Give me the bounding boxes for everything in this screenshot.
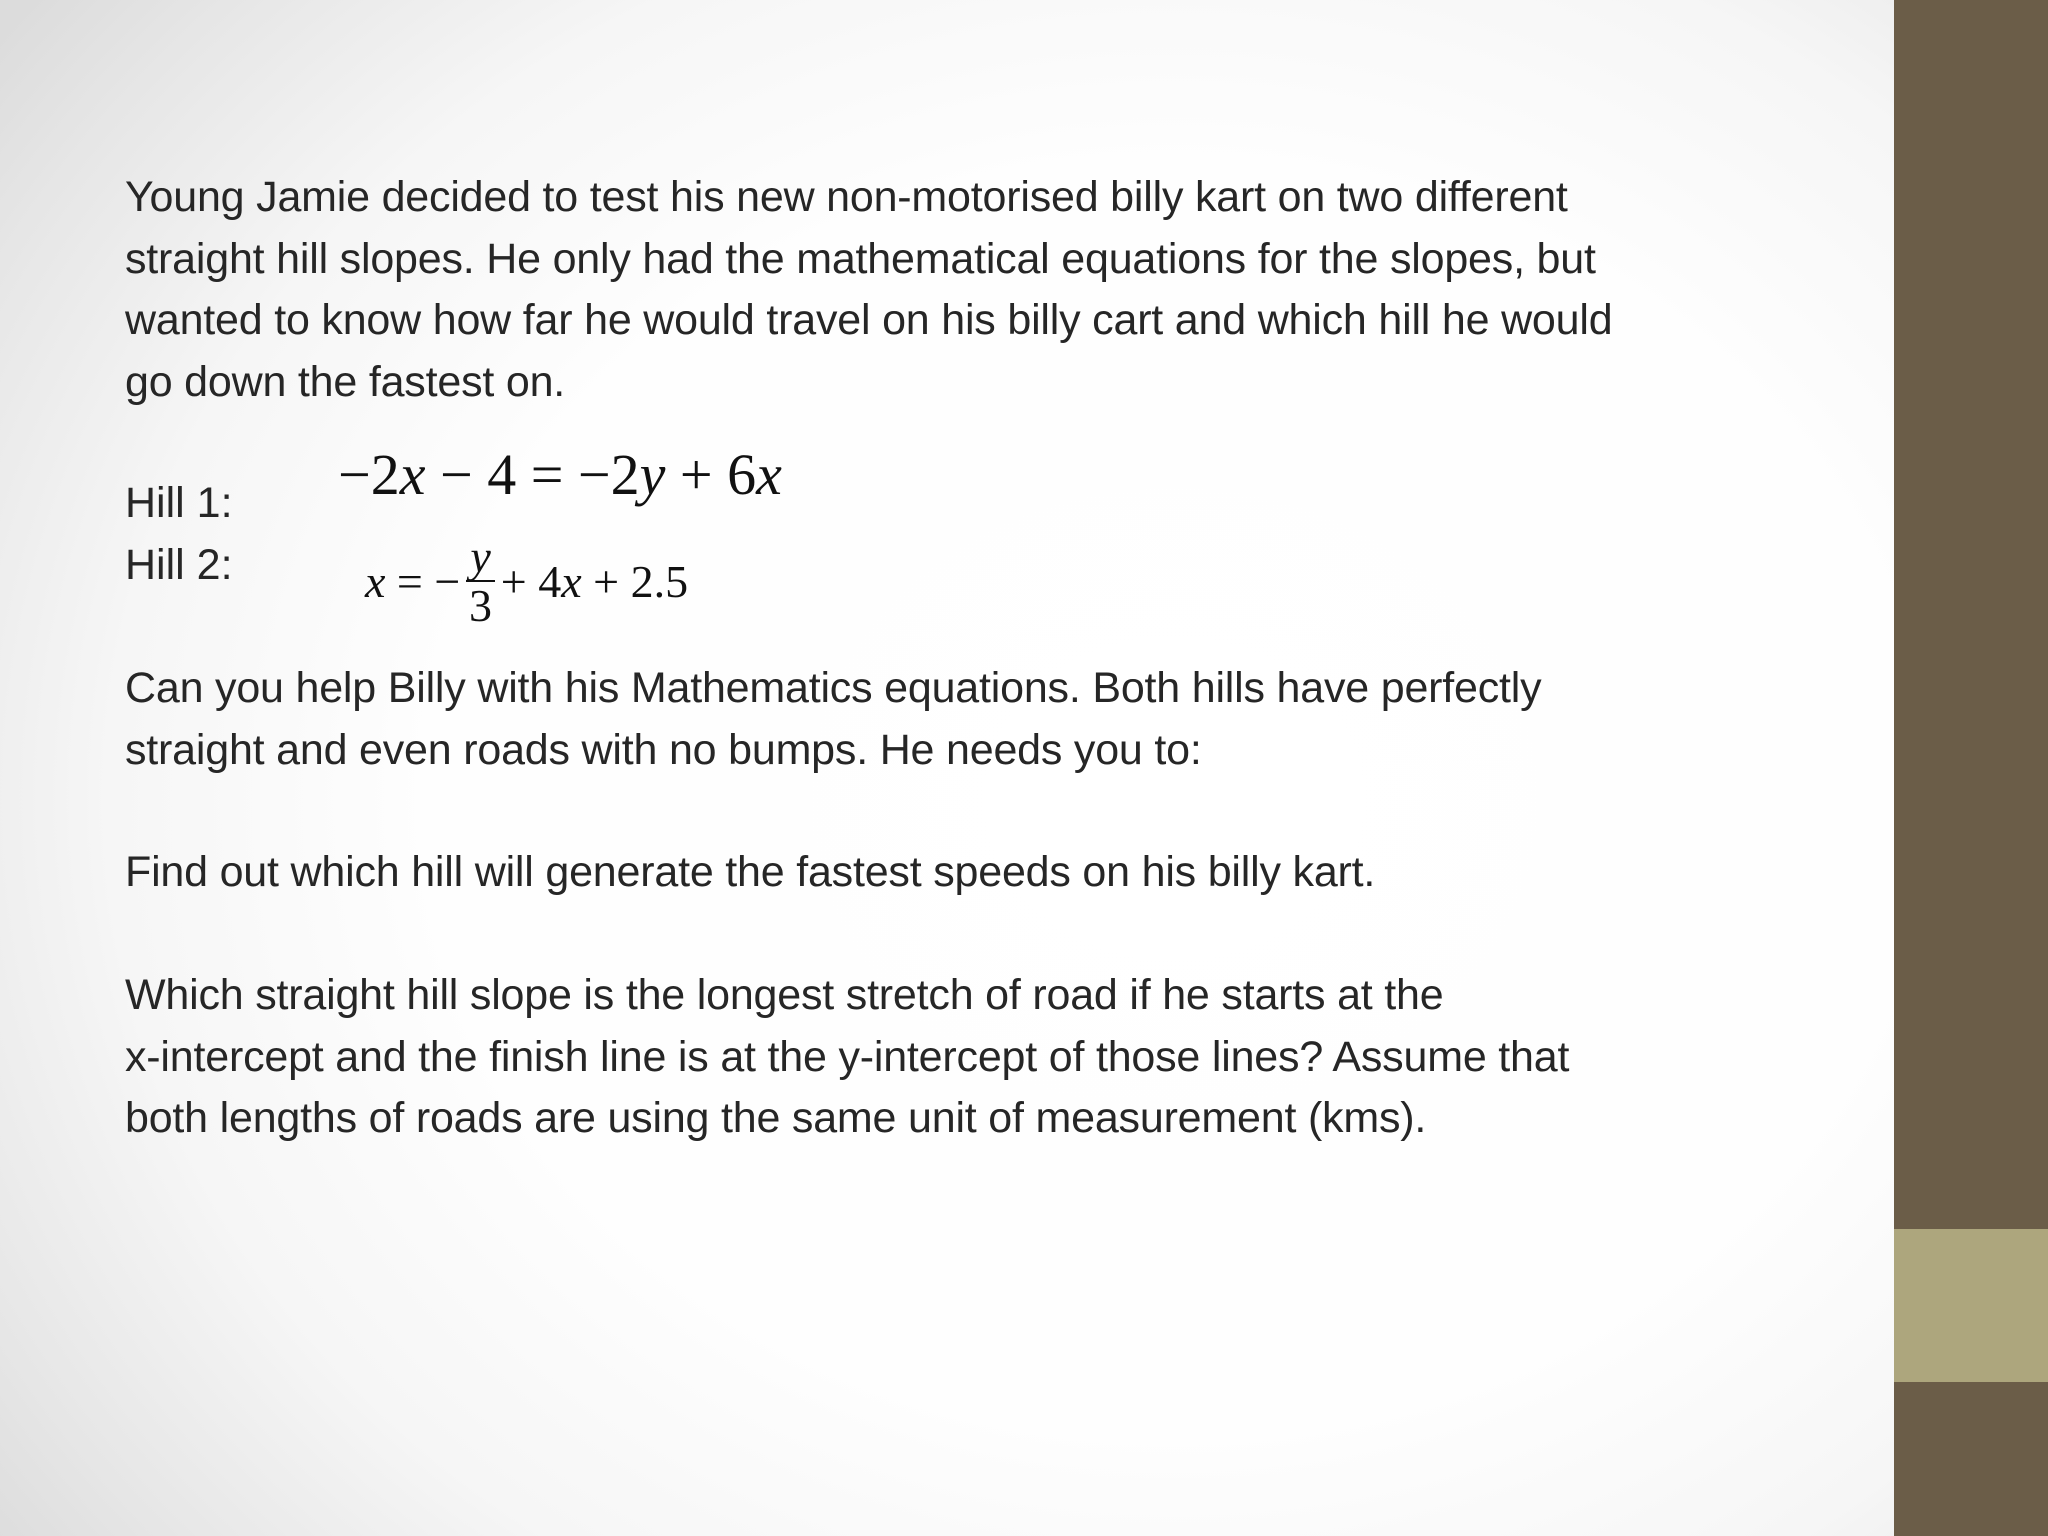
intro-line: Young Jamie decided to test his new non-motorised billy kart on two different [125, 173, 1568, 221]
task-longest-road [125, 965, 1569, 1150]
hill2-equation-lhs: x = − [365, 556, 461, 607]
hill2-fraction-denominator: 3 [469, 580, 493, 631]
task-line: x-intercept and the finish line is at the y-intercept of those lines? Assume that [125, 1032, 1570, 1081]
side-accent-decoration [1894, 1229, 2048, 1382]
intro-line: wanted to know how far he would travel on his billy cart and which hill he would [125, 296, 1613, 344]
hill2-fraction-numerator: y [466, 534, 494, 582]
task-line: Find out which hill will generate the fastest speeds on his billy kart. [125, 848, 1376, 896]
help-line: Can you help Billy with his Mathematics equations. Both hills have perfectly [125, 664, 1542, 712]
task-line: Which straight hill slope is the longest stretch of road if he starts at the [125, 971, 1444, 1019]
task-line: both lengths of roads are using the same unit of measurement (kms). [125, 1094, 1427, 1142]
hill2-fraction [466, 531, 494, 631]
help-line: straight and even roads with no bumps. He needs you to: [125, 725, 1202, 774]
hill2-equation [365, 532, 688, 632]
hill1-label: Hill 1: [125, 479, 233, 527]
intro-line: straight hill slopes. He only had the mathematical equations for the slopes, but [125, 234, 1596, 283]
intro-line: go down the fastest on. [125, 357, 566, 406]
hill1-equation: −2x − 4 = −2y + 6x [338, 442, 782, 507]
hill2-label: Hill 2: [125, 541, 233, 589]
intro-paragraph [125, 167, 1612, 413]
hill2-equation-rhs: + 4x + 2.5 [500, 556, 689, 607]
task-fastest-hill [125, 842, 1375, 904]
help-paragraph [125, 658, 1541, 781]
